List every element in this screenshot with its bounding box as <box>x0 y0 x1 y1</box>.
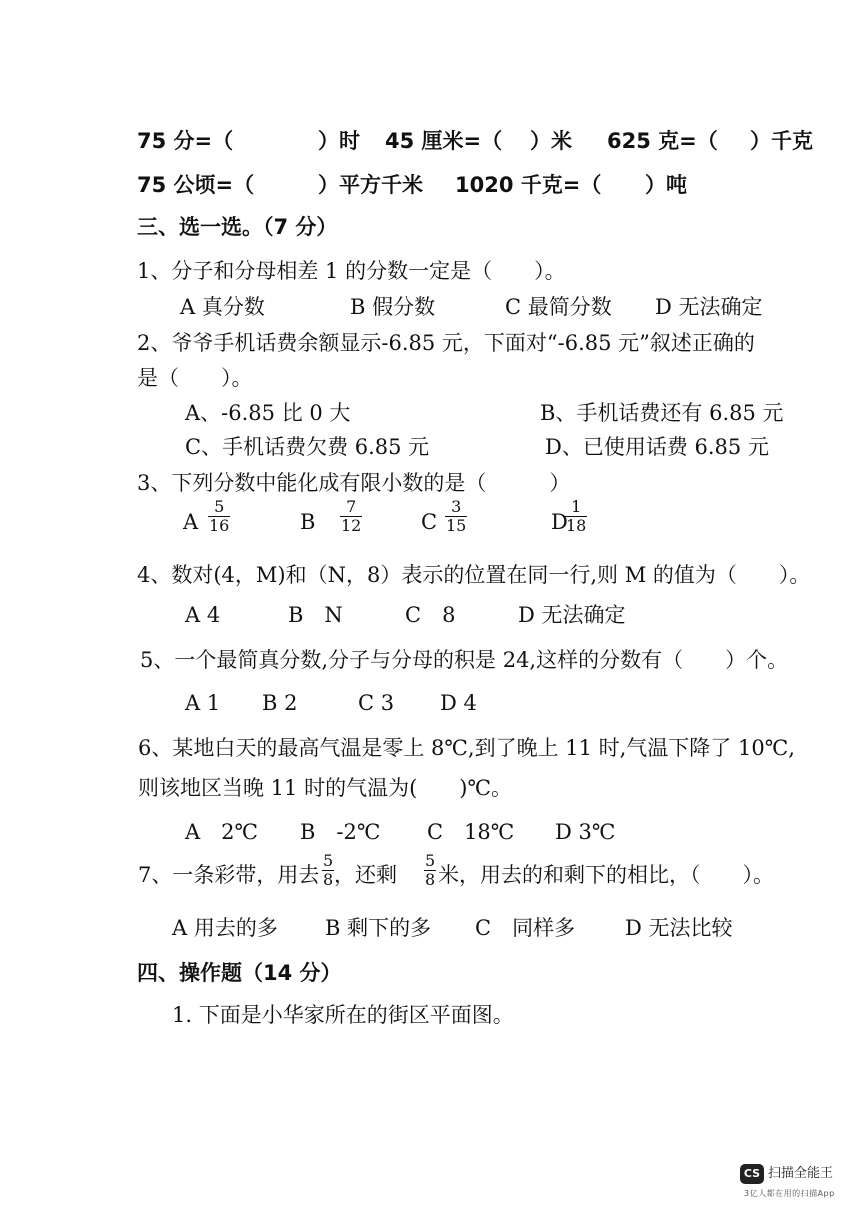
option-c: C 同样多 <box>475 916 576 940</box>
question-2-stem-line-1: 2、爷爷手机话费余额显示-6.85 元，下面对“-6.85 元”叙述正确的 <box>137 331 755 355</box>
option-a: A 2℃ <box>185 820 259 844</box>
numerator: 7 <box>346 497 357 516</box>
option-d: D 无法确定 <box>655 295 763 319</box>
option-a: A 1 <box>185 691 221 715</box>
conversion-minutes-to-hours: 75 分=（ <box>137 129 234 153</box>
numerator: 5 <box>425 851 436 870</box>
option-b: B 剩下的多 <box>325 916 432 940</box>
option-b: B -2℃ <box>300 820 381 844</box>
denominator: 18 <box>566 516 587 535</box>
unit-hours: ）时 <box>318 129 360 153</box>
option-a-letter: A <box>183 510 199 534</box>
unit-square-km: ）平方千米 <box>318 173 423 197</box>
conversion-kg-to-ton: 1020 千克=（ <box>455 173 602 197</box>
section-3-heading: 三、选一选。（7 分） <box>137 215 338 239</box>
question-2-stem-line-2: 是（ ）。 <box>137 366 253 390</box>
conversion-g-to-kg: 625 克=（ <box>607 129 718 153</box>
option-c-letter: C <box>421 510 438 534</box>
unit-ton: ）吨 <box>645 173 687 197</box>
option-d-fraction <box>565 498 587 535</box>
watermark-name: 扫描全能王 <box>768 1166 834 1181</box>
unit-meters: ）米 <box>530 129 572 153</box>
option-c: C 3 <box>358 691 395 715</box>
fraction-used <box>322 852 334 889</box>
numerator: 1 <box>571 497 582 516</box>
stem-part-1: 7、一条彩带，用去 <box>138 863 320 887</box>
option-d: D 4 <box>440 691 477 715</box>
option-c: C 18℃ <box>427 820 515 844</box>
denominator: 12 <box>341 516 362 535</box>
denominator: 15 <box>446 516 467 535</box>
question-1-stem: 1、分子和分母相差 1 的分数一定是（ ）。 <box>137 259 566 283</box>
question-4-stem: 4、数对(4，M)和（N，8）表示的位置在同一行,则 M 的值为（ ）。 <box>137 563 811 587</box>
option-a: A 4 <box>185 603 221 627</box>
fraction-remaining <box>424 852 436 889</box>
question-3-stem: 3、下列分数中能化成有限小数的是（ ） <box>137 471 571 495</box>
section-4-heading: 四、操作题（14 分） <box>137 961 342 985</box>
question-6-stem-line-1: 6、某地白天的最高气温是零上 8℃,到了晚上 11 时,气温下降了 10℃, <box>138 736 795 760</box>
question-6-stem-line-2: 则该地区当晚 11 时的气温为( )℃。 <box>138 776 512 800</box>
denominator: 8 <box>425 870 436 889</box>
numerator: 3 <box>451 497 462 516</box>
denominator: 8 <box>323 870 334 889</box>
numerator: 5 <box>323 851 334 870</box>
option-c: C 最简分数 <box>505 295 612 319</box>
option-c: C、手机话费欠费 6.85 元 <box>185 435 430 459</box>
option-b: B 假分数 <box>350 295 436 319</box>
option-d: D 无法比较 <box>625 916 733 940</box>
conversion-cm-to-m: 45 厘米=（ <box>385 129 503 153</box>
option-a: A、-6.85 比 0 大 <box>185 401 351 425</box>
option-d: D 无法确定 <box>518 603 626 627</box>
option-b-letter: B <box>300 510 316 534</box>
option-b: B N <box>288 603 343 627</box>
camscanner-logo-icon: CS <box>740 1164 764 1184</box>
question-5-stem: 5、一个最简真分数,分子与分母的积是 24,这样的分数有（ ）个。 <box>140 648 789 672</box>
option-d-letter: D <box>551 510 568 534</box>
option-a: A 用去的多 <box>172 916 278 940</box>
option-b-fraction <box>340 498 362 535</box>
denominator: 16 <box>209 516 230 535</box>
option-b: B、手机话费还有 6.85 元 <box>540 401 784 425</box>
option-a: A 真分数 <box>180 295 265 319</box>
scanner-watermark <box>740 1162 850 1202</box>
option-a-fraction <box>208 498 230 535</box>
watermark-tagline: 3亿人都在用的扫描App <box>744 1189 835 1198</box>
section-4-question-1: 1. 下面是小华家所在的街区平面图。 <box>172 1003 514 1027</box>
option-c-fraction <box>445 498 467 535</box>
numerator: 5 <box>214 497 225 516</box>
option-b: B 2 <box>262 691 298 715</box>
unit-kilograms: ）千克 <box>750 129 813 153</box>
stem-part-3: 米，用去的和剩下的相比，（ ）。 <box>438 863 774 887</box>
conversion-hectare-to-km2: 75 公顷=（ <box>137 173 255 197</box>
option-d: D、已使用话费 6.85 元 <box>545 435 769 459</box>
option-c: C 8 <box>405 603 456 627</box>
option-d: D 3℃ <box>555 820 616 844</box>
stem-part-2: ，还剩 <box>334 863 397 887</box>
